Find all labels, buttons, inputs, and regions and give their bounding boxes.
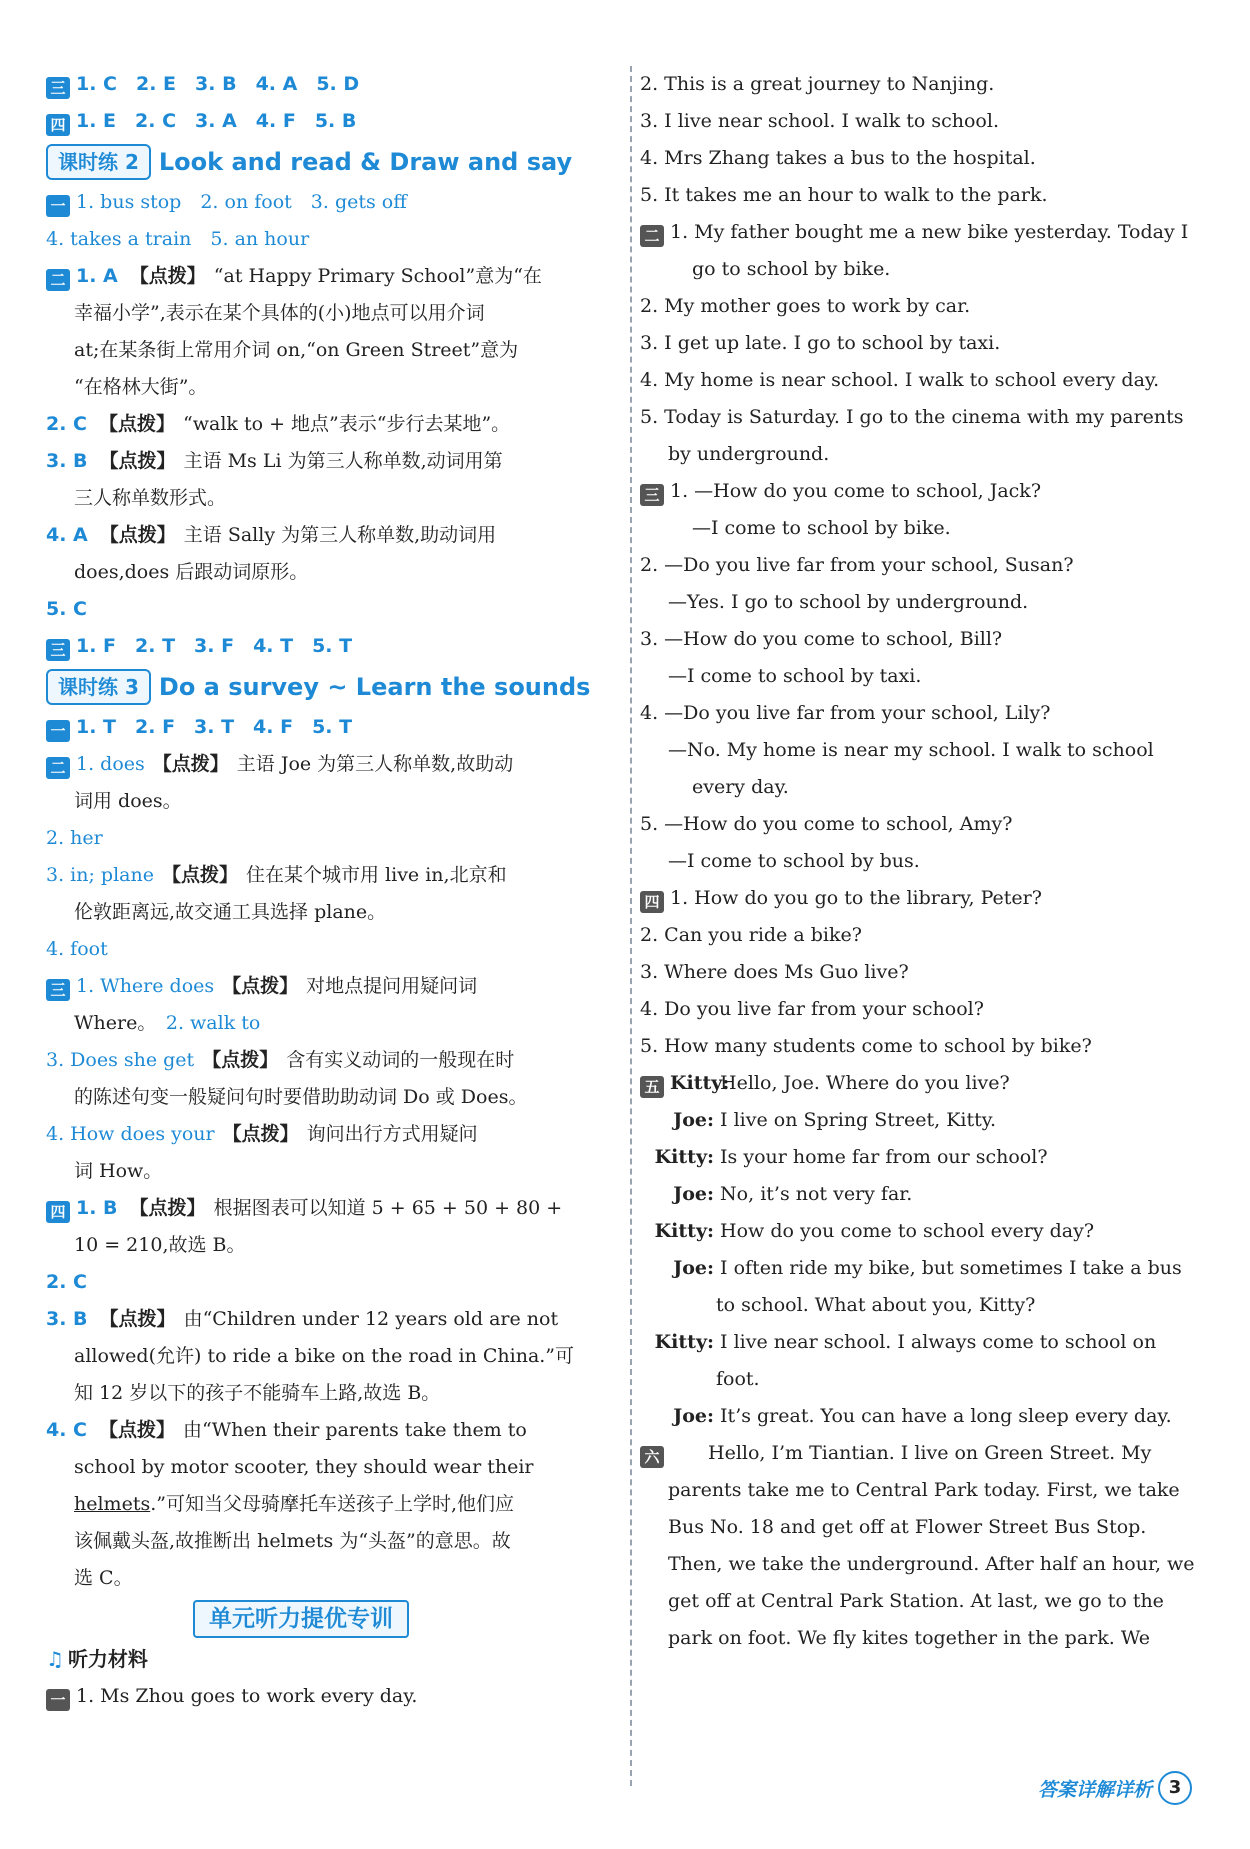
dialogue-line: Joe: It’s great. You can have a long sleep every day.	[673, 1405, 1172, 1427]
answer-line: 一 1. T 2. F 3. T 4. F 5. T	[46, 709, 616, 746]
script-line: 2. —Do you live far from your school, Susan?	[640, 554, 1074, 576]
lesson-heading	[46, 140, 616, 184]
footer-label: 答案详解详析	[1037, 1778, 1152, 1801]
script-line: 2. Can you ride a bike?	[640, 924, 862, 946]
answer-line: 4. A 【点拨】 主语 Sally 为第三人称单数,助动词用	[46, 524, 497, 546]
answer-line: 的陈述句变一般疑问句时要借助助动词 Do 或 Does。	[74, 1086, 528, 1108]
right-column	[640, 66, 1206, 1657]
answer-line: allowed(允许) to ride a bike on the road in China.”可	[74, 1345, 575, 1367]
lesson-heading	[46, 665, 616, 709]
script-line: —I come to school by bike.	[692, 517, 951, 539]
answer-line: 二 1. A 【点拨】 “at Happy Primary School”意为“在	[46, 258, 616, 295]
script-line: every day.	[692, 776, 789, 798]
answer-line: 三 1. C 2. E 3. B 4. A 5. D	[46, 66, 616, 103]
passage-line: Bus No. 18 and get off at Flower Street Bus Stop.	[668, 1516, 1147, 1538]
page-footer	[1038, 1771, 1192, 1805]
answer-line: 2. C	[46, 1271, 87, 1293]
lesson-title: Do a survey ~ Learn the sounds	[158, 673, 591, 701]
script-line: 4. —Do you live far from your school, Lily?	[640, 702, 1051, 724]
dialogue-line: Joe: I often ride my bike, but sometimes I take a bus	[673, 1257, 1182, 1279]
script-line: 3. —How do you come to school, Bill?	[640, 628, 1003, 650]
dialogue-line: foot.	[716, 1368, 760, 1390]
answer-line: 该佩戴头盔,故推断出 helmets 为“头盔”的意思。故	[74, 1530, 511, 1552]
passage-line: park on foot. We fly kites together in the park. We	[668, 1627, 1151, 1649]
answer-line: does,does 后跟动词原形。	[74, 561, 309, 583]
script-line: 5. It takes me an hour to walk to the park.	[640, 184, 1048, 206]
lesson-tag: 课时练 3	[46, 669, 151, 705]
answer-page	[18, 18, 1232, 1831]
answer-line: 3. in; plane 【点拨】 住在某个城市用 live in,北京和	[46, 864, 507, 886]
answer-line: 4. foot	[46, 938, 108, 960]
script-line: 二 1. My father bought me a new bike yesterday. Today I	[640, 214, 1206, 251]
script-line: —Yes. I go to school by underground.	[668, 591, 1029, 613]
answer-line: 三 1. F 2. T 3. F 4. T 5. T	[46, 628, 616, 665]
dialogue-line: Kitty: I live near school. I always come to school on	[654, 1331, 1157, 1353]
dialogue-line: Joe: I live on Spring Street, Kitty.	[673, 1109, 996, 1131]
lesson-tag: 课时练 2	[46, 144, 151, 180]
script-line: 4. My home is near school. I walk to school every day.	[640, 369, 1160, 391]
script-line: 四 1. How do you go to the library, Peter?	[640, 880, 1206, 917]
passage-line: get off at Central Park Station. At last, we go to the	[668, 1590, 1164, 1612]
script-line: 5. —How do you come to school, Amy?	[640, 813, 1013, 835]
script-line: 3. I get up late. I go to school by taxi.	[640, 332, 1001, 354]
answer-line: 三 1. Where does 【点拨】 对地点提问用疑问词	[46, 968, 616, 1005]
script-line: go to school by bike.	[692, 258, 891, 280]
passage-line: Then, we take the underground. After half an hour, we	[668, 1553, 1195, 1575]
dialogue-line: 五 Kitty: Hello, Joe. Where do you live?	[640, 1065, 1206, 1102]
unit-heading: 单元听力提优专训	[0, 1597, 616, 1641]
answer-line: 词 How。	[74, 1160, 163, 1182]
dialogue-line: to school. What about you, Kitty?	[716, 1294, 1036, 1316]
answer-line: at;在某条街上常用介词 on,“on Green Street”意为	[74, 339, 519, 361]
script-line: —I come to school by taxi.	[668, 665, 922, 687]
answer-line: 3. Does she get 【点拨】 含有实义动词的一般现在时	[46, 1049, 515, 1071]
page-number: 3	[1158, 1771, 1192, 1805]
script-line: 4. Mrs Zhang takes a bus to the hospital.	[640, 147, 1036, 169]
answer-line: 词用 does。	[74, 790, 182, 812]
script-line: 3. Where does Ms Guo live?	[640, 961, 909, 983]
answer-line: Where。 2. walk to	[74, 1012, 261, 1034]
answer-line: 知 12 岁以下的孩子不能骑车上路,故选 B。	[74, 1382, 441, 1404]
answer-line: helmets.”可知当父母骑摩托车送孩子上学时,他们应	[74, 1493, 515, 1515]
headphones-icon: ♫	[46, 1647, 64, 1671]
passage-line: parents take me to Central Park today. First, we take	[668, 1479, 1180, 1501]
answer-line: 4. takes a train 5. an hour	[46, 228, 310, 250]
answer-line: 四 1. E 2. C 3. A 4. F 5. B	[46, 103, 616, 140]
answer-line: 四 1. B 【点拨】 根据图表可以知道 5 + 65 + 50 + 80 +	[46, 1190, 616, 1227]
script-line: 5. Today is Saturday. I go to the cinema with my parents	[640, 406, 1184, 428]
lesson-title: Look and read & Draw and say	[158, 148, 573, 176]
script-line: 4. Do you live far from your school?	[640, 998, 984, 1020]
answer-line: 幸福小学”,表示在某个具体的(小)地点可以用介词	[74, 302, 485, 324]
answer-line: 5. C	[46, 598, 87, 620]
answer-line: 一 1. bus stop 2. on foot 3. gets off	[46, 184, 616, 221]
dialogue-line: Joe: No, it’s not very far.	[673, 1183, 913, 1205]
answer-line: 4. How does your 【点拨】 询问出行方式用疑问	[46, 1123, 478, 1145]
answer-line: 2. C 【点拨】 “walk to + 地点”表示“步行去某地”。	[46, 413, 511, 435]
answer-line: 4. C 【点拨】 由“When their parents take them to	[46, 1419, 527, 1441]
answer-line: 一 1. Ms Zhou goes to work every day.	[46, 1678, 616, 1715]
script-line: by underground.	[668, 443, 830, 465]
answer-line: 二 1. does 【点拨】 主语 Joe 为第三人称单数,故助动	[46, 746, 616, 783]
answer-line: school by motor scooter, they should wear their	[74, 1456, 534, 1478]
script-line: —I come to school by bus.	[668, 850, 920, 872]
script-line: —No. My home is near my school. I walk to school	[668, 739, 1154, 761]
script-line: 3. I live near school. I walk to school.	[640, 110, 999, 132]
answer-line: 3. B 【点拨】 由“Children under 12 years old are not	[46, 1308, 559, 1330]
answer-line: 三人称单数形式。	[74, 487, 227, 509]
column-divider	[630, 66, 632, 1786]
answer-line: “在格林大街”。	[74, 376, 208, 398]
script-line: 5. How many students come to school by bike?	[640, 1035, 1092, 1057]
answer-line: 伦敦距离远,故交通工具选择 plane。	[74, 901, 387, 923]
answer-line: 3. B 【点拨】 主语 Ms Li 为第三人称单数,动词用第	[46, 450, 503, 472]
script-line: 2. My mother goes to work by car.	[640, 295, 971, 317]
script-line: 三 1. —How do you come to school, Jack?	[640, 473, 1206, 510]
answer-line: 2. her	[46, 827, 103, 849]
dialogue-line: Kitty: Is your home far from our school?	[654, 1146, 1048, 1168]
answer-line: 10 = 210,故选 B。	[74, 1234, 246, 1256]
left-column	[46, 66, 616, 1715]
script-line: 2. This is a great journey to Nanjing.	[640, 73, 995, 95]
dialogue-line: Kitty: How do you come to school every day?	[654, 1220, 1095, 1242]
passage-line: 六 Hello, I’m Tiantian. I live on Green Street. My	[640, 1435, 1206, 1472]
answer-line: 选 C。	[74, 1567, 133, 1589]
listening-heading: ♫ 听力材料	[46, 1647, 148, 1671]
